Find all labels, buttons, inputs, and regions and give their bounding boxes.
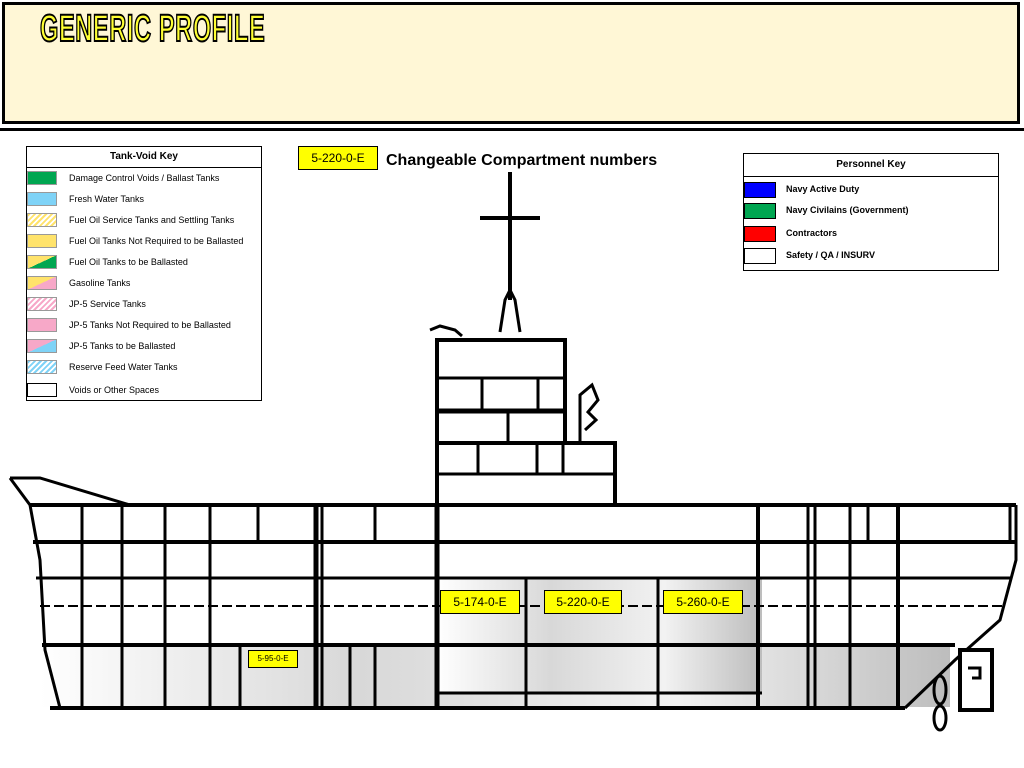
swatch-green (744, 203, 776, 219)
key-label: Fuel Oil Tanks Not Required to be Ballasted (69, 236, 244, 246)
key-label: Fuel Oil Service Tanks and Settling Tanks (69, 215, 235, 225)
personnel-label: Navy Active Duty (786, 184, 860, 194)
compartment-tag-260: 5-260-0-E (663, 590, 743, 614)
swatch-yellow-pink (27, 276, 57, 290)
swatch-lightblue (27, 192, 57, 206)
rudder (960, 650, 992, 710)
key-label: JP-5 Tanks to be Ballasted (69, 341, 176, 351)
swatch-yellow-green (27, 255, 57, 269)
swatch-blue (744, 182, 776, 198)
key-label: Damage Control Voids / Ballast Tanks (69, 173, 220, 183)
tank-key-title: Tank-Void Key (27, 147, 261, 168)
personnel-label: Contractors (786, 228, 838, 238)
compartment-tag-220: 5-220-0-E (544, 590, 622, 614)
swatch-pink (27, 318, 57, 332)
key-label: JP-5 Tanks Not Required to be Ballasted (69, 320, 231, 330)
key-label: Gasoline Tanks (69, 278, 131, 288)
personnel-key (743, 153, 999, 271)
key-label: JP-5 Service Tanks (69, 299, 146, 309)
swatch-red (744, 226, 776, 242)
swatch-pink-blue (27, 339, 57, 353)
tank-void-key (26, 146, 262, 401)
swatch-white (27, 383, 57, 397)
swatch-yellow (27, 234, 57, 248)
swatch-white (744, 248, 776, 264)
swatch-yellow-hatch (27, 213, 57, 227)
key-label: Voids or Other Spaces (69, 385, 160, 395)
key-label: Reserve Feed Water Tanks (69, 362, 178, 372)
compartment-number-tag: 5-220-0-E (298, 146, 378, 170)
personnel-key-title: Personnel Key (744, 154, 998, 177)
caption-text: Changeable Compartment numbers (386, 152, 658, 169)
swatch-pink-hatch (27, 297, 57, 311)
swatch-blue-hatch (27, 360, 57, 374)
page-title: GENERIC PROFILE (40, 8, 266, 50)
compartment-tag-174: 5-174-0-E (440, 590, 520, 614)
personnel-label: Navy Civilains (Government) (786, 205, 909, 215)
crane-structure (580, 385, 598, 443)
swatch-green (27, 171, 57, 185)
key-label: Fuel Oil Tanks to be Ballasted (69, 257, 188, 267)
personnel-label: Safety / QA / INSURV (786, 250, 876, 260)
key-label: Fresh Water Tanks (69, 194, 145, 204)
compartment-tag-95: 5-95-0-E (248, 650, 298, 668)
